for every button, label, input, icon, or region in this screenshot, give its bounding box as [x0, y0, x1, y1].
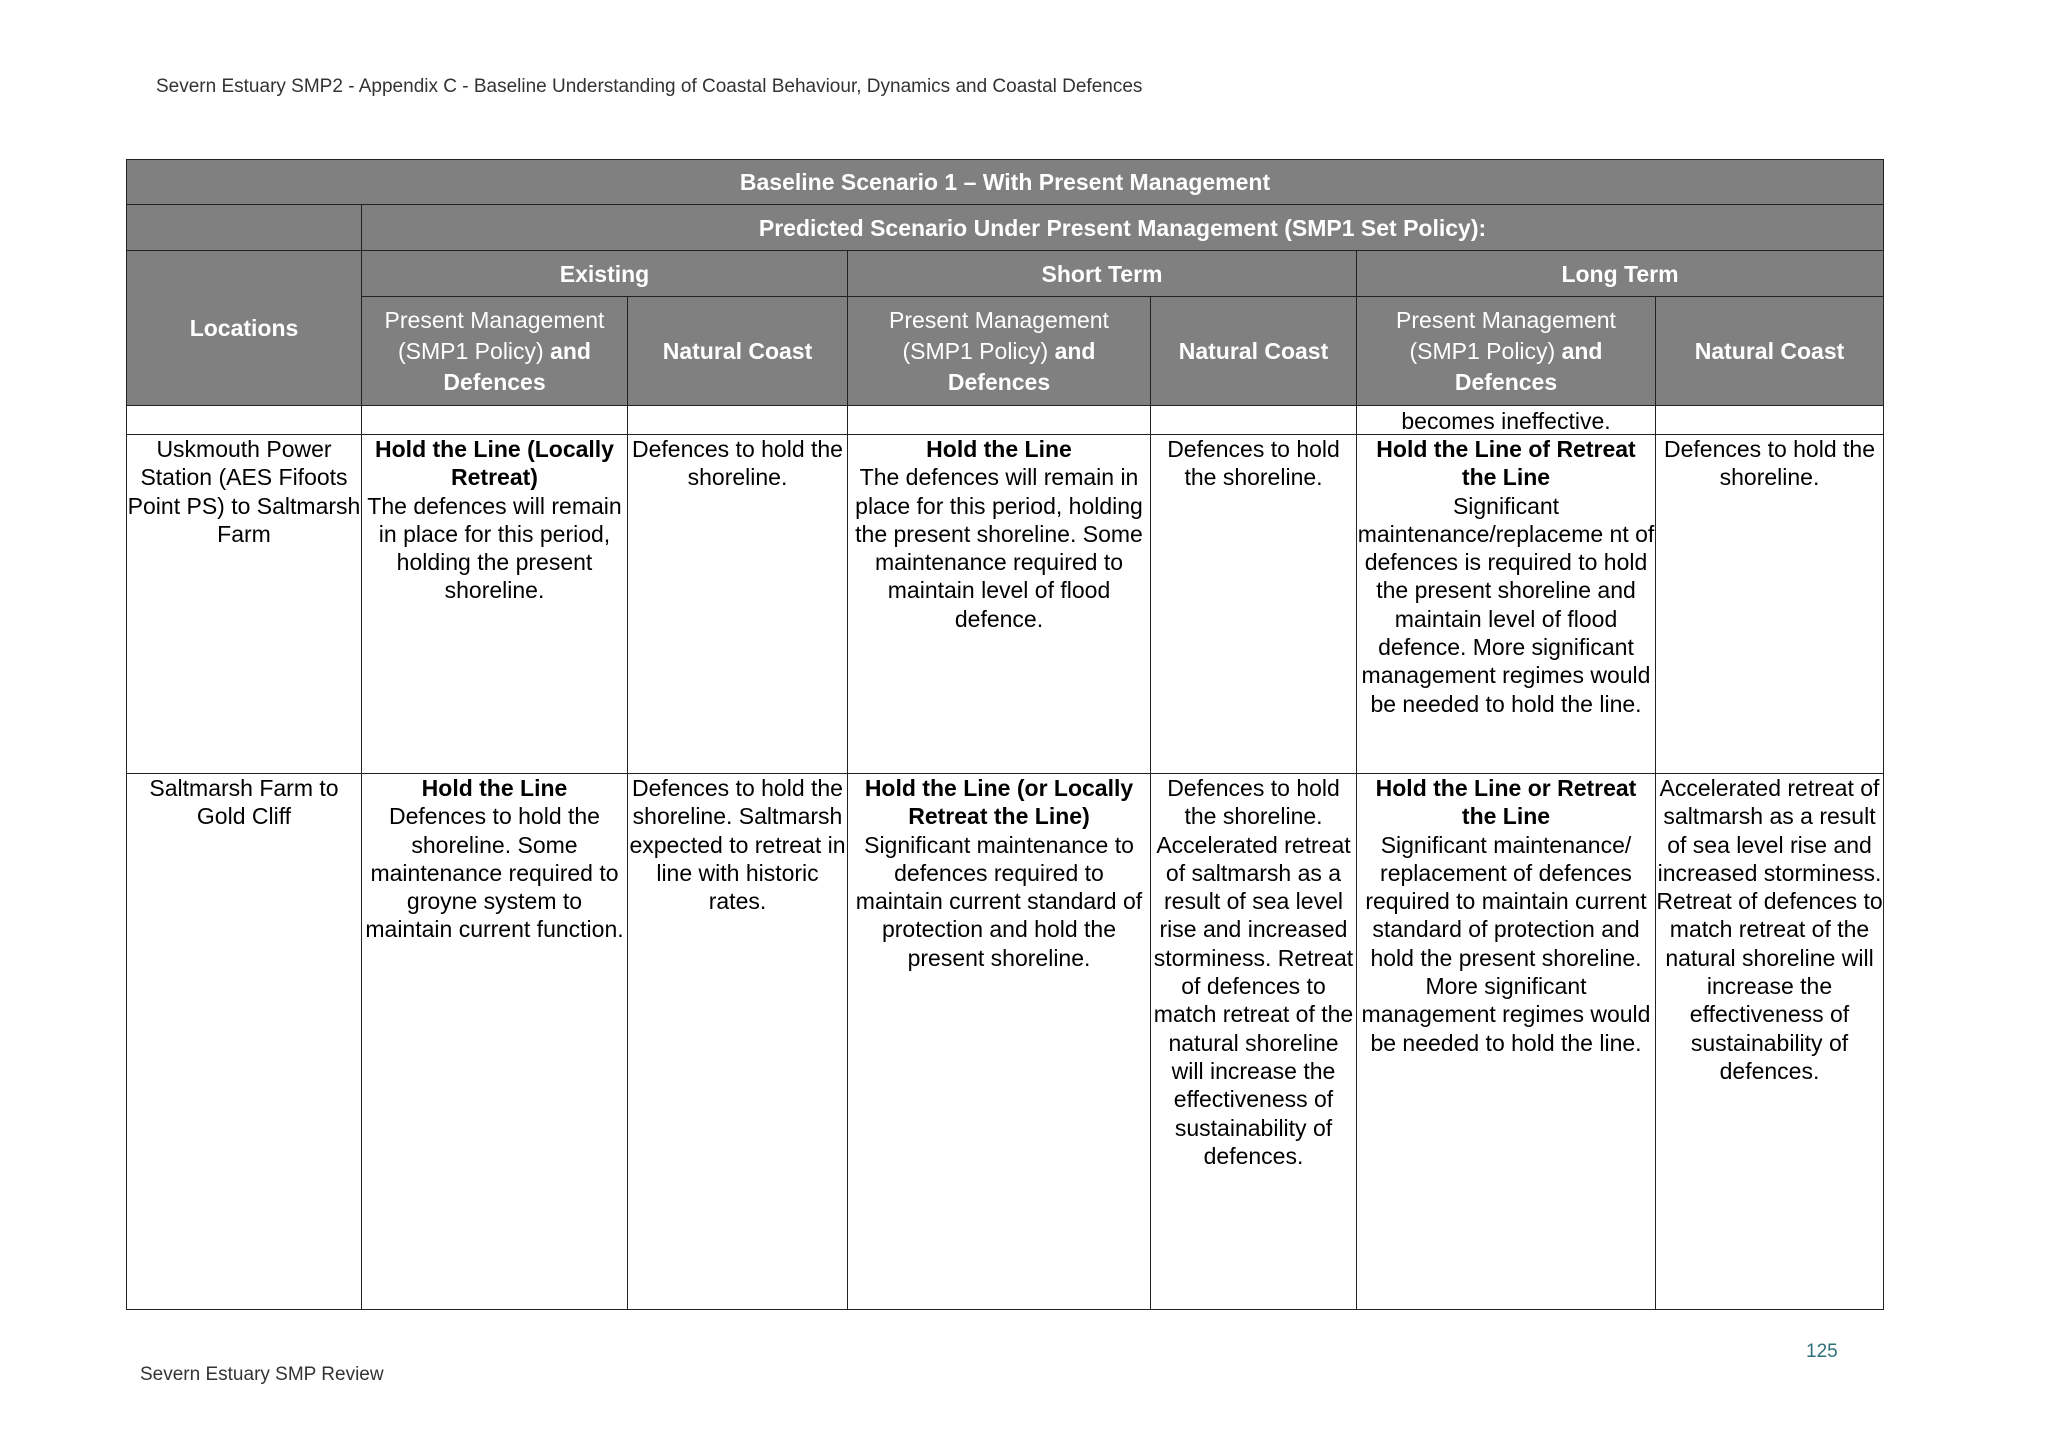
policy-label: Hold the Line: [421, 775, 568, 801]
short-nc-cell: Defences to hold the shoreline.: [1151, 435, 1357, 774]
short-nc-cell: Defences to hold the shoreline. Accelerated retreat of saltmarsh as a result of sea level rise and increased storminess. Retreat of defences to match retreat of the natural shoreline will increase the effectiveness of sustainability of defences.: [1151, 774, 1357, 1310]
table-row: [127, 774, 1884, 1310]
pm-line2b: and: [543, 337, 591, 364]
location-cell: Saltmarsh Farm to Gold Cliff: [127, 774, 362, 1310]
policy-label: Hold the Line (Locally Retreat): [375, 436, 614, 491]
continuation-text: becomes ineffective.: [1357, 406, 1656, 435]
term-long-header: Long Term: [1357, 251, 1884, 297]
existing-natural-coast-header: Natural Coast: [628, 297, 848, 406]
table-cell: [127, 406, 362, 435]
running-header: Severn Estuary SMP2 - Appendix C - Baseline Understanding of Coastal Behaviour, Dynamics and Coastal Defences: [156, 76, 1143, 97]
long-present-management-header: [1357, 297, 1656, 406]
predicted-scenario-header: Predicted Scenario Under Present Management (SMP1 Set Policy):: [362, 205, 1884, 251]
terms-row: [127, 251, 1884, 297]
existing-pm-cell: [362, 435, 628, 774]
pm-line2b: and: [1048, 337, 1096, 364]
short-pm-cell: [848, 774, 1151, 1310]
table-cell: [1656, 406, 1884, 435]
predicted-row: [127, 205, 1884, 251]
long-pm-cell: [1357, 774, 1656, 1310]
policy-label: Hold the Line (or Locally Retreat the Line): [864, 775, 1134, 830]
short-present-management-header: [848, 297, 1151, 406]
short-natural-coast-header: Natural Coast: [1151, 297, 1357, 406]
banner-row: [127, 160, 1884, 205]
policy-label: Hold the Line or Retreat the Line: [1375, 775, 1637, 830]
policy-description: The defences will remain in place for this period, holding the present shoreline. Some maintenance required to maintain level of flood defence.: [855, 464, 1143, 632]
table-cell: [1151, 406, 1357, 435]
long-nc-cell: Accelerated retreat of saltmarsh as a result of sea level rise and increased storminess. Retreat of defences to match retreat of the natural shoreline will increase the effectiveness of sustainability of defences.: [1656, 774, 1884, 1310]
pm-line3: Defences: [947, 368, 1051, 395]
policy-label: Hold the Line of Retreat the Line: [1376, 436, 1636, 491]
pm-line2a: (SMP1 Policy): [398, 337, 544, 364]
pm-line1: Present Management: [1396, 306, 1616, 333]
scenario-banner: Baseline Scenario 1 – With Present Management: [127, 160, 1884, 205]
continuation-row: [127, 406, 1884, 435]
pm-line2a: (SMP1 Policy): [1409, 337, 1556, 364]
policy-description: Significant maintenance/ replacement of defences required to maintain current standard of protection and hold the present shoreline. More significant management regimes would be needed to hold the line.: [1361, 831, 1651, 1056]
table-cell: [362, 406, 628, 435]
existing-pm-cell: [362, 774, 628, 1310]
policy-description: The defences will remain in place for this period, holding the present shoreline.: [367, 492, 622, 604]
long-nc-cell: Defences to hold the shoreline.: [1656, 435, 1884, 774]
pm-line2a: (SMP1 Policy): [902, 337, 1049, 364]
pm-line1: Present Management: [384, 306, 605, 333]
term-short-header: Short Term: [848, 251, 1357, 297]
short-pm-cell: [848, 435, 1151, 774]
existing-nc-cell: Defences to hold the shoreline.: [628, 435, 848, 774]
pm-line1: Present Management: [889, 306, 1109, 333]
pm-line3: Defences: [443, 368, 546, 395]
term-existing-header: Existing: [362, 251, 848, 297]
policy-label: Hold the Line: [926, 436, 1072, 462]
baseline-scenario-table: [126, 159, 1884, 1310]
pm-line3: Defences: [1454, 368, 1558, 395]
long-natural-coast-header: Natural Coast: [1656, 297, 1884, 406]
policy-description: Defences to hold the shoreline. Some maintenance required to groyne system to maintain current function.: [365, 803, 624, 943]
location-cell: Uskmouth Power Station (AES Fifoots Point PS) to Saltmarsh Farm: [127, 435, 362, 774]
long-pm-cell: [1357, 435, 1656, 774]
policy-description: Significant maintenance to defences required to maintain current standard of protection and hold the present shoreline.: [855, 831, 1143, 971]
blank-header-cell: [127, 205, 362, 251]
footer-text: Severn Estuary SMP Review: [140, 1364, 384, 1385]
locations-header: Locations: [127, 251, 362, 406]
policy-description: Significant maintenance/replaceme nt of defences is required to hold the present shoreline and maintain level of flood defence. More significant management regimes would be needed to hold the line.: [1357, 492, 1655, 717]
existing-nc-cell: Defences to hold the shoreline. Saltmarsh expected to retreat in line with historic rates.: [628, 774, 848, 1310]
table-cell: [848, 406, 1151, 435]
pm-line2b: and: [1555, 337, 1603, 364]
table-cell: [628, 406, 848, 435]
page-number: 125: [1806, 1341, 1838, 1362]
existing-present-management-header: [362, 297, 628, 406]
subheader-row: [127, 297, 1884, 406]
table-row: [127, 435, 1884, 774]
